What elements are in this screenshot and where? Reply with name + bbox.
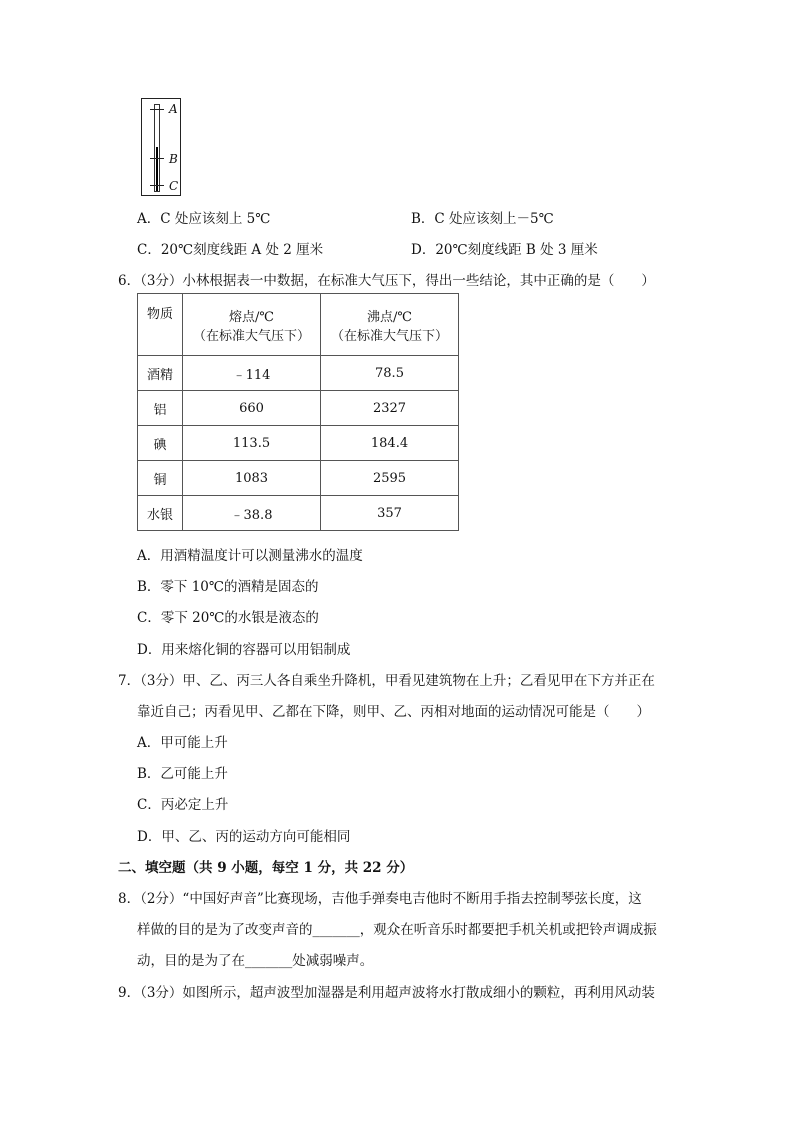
cell-substance: 铝 [138, 391, 183, 426]
cell-boiling: 357 [321, 496, 459, 531]
section-heading: 二、填空题（共 9 小题，每空 1 分，共 22 分） [118, 860, 414, 876]
label-c: C [169, 179, 179, 193]
table-row [138, 461, 459, 496]
header-substance: 物质 [138, 294, 183, 356]
q6-option-d: D．用来熔化铜的容器可以用铝制成 [137, 642, 351, 658]
cell-melting: 113.5 [183, 426, 321, 461]
cell-substance: 水银 [138, 496, 183, 531]
table-row [138, 356, 459, 391]
q5-option-a: A．C 处应该刻上 5℃ [137, 211, 271, 227]
cell-melting: 1083 [183, 461, 321, 496]
table-row [138, 426, 459, 461]
q5-option-b: B．C 处应该刻上－5℃ [411, 211, 554, 227]
cell-substance: 铜 [138, 461, 183, 496]
thermometer-figure [141, 98, 181, 196]
label-a: A [169, 102, 178, 116]
q6-option-b: B．零下 10℃的酒精是固态的 [137, 579, 319, 595]
header-melting-title: 熔点/℃ [229, 309, 274, 325]
cell-boiling: 184.4 [321, 426, 459, 461]
q8-line3: 动，目的是为了在_______处减弱噪声。 [137, 953, 374, 969]
thermometer-tube [154, 104, 160, 192]
tick-a [150, 109, 164, 110]
q6-data-table [137, 293, 459, 531]
cell-melting: 660 [183, 391, 321, 426]
q5-option-d: D．20℃刻度线距 B 处 3 厘米 [411, 242, 598, 258]
header-melting-sub: （在标准大气压下） [192, 328, 310, 344]
q7-option-a: A．甲可能上升 [137, 735, 228, 751]
table-row [138, 496, 459, 531]
q7-stem-line1: 7．（3分）甲、乙、丙三人各自乘坐升降机，甲看见建筑物在上升；乙看见甲在下方并正在 [118, 673, 655, 689]
cell-substance: 酒精 [138, 356, 183, 391]
tick-b [150, 158, 164, 159]
header-boiling-sub: （在标准大气压下） [330, 328, 448, 344]
label-b: B [169, 152, 178, 166]
q6-option-a: A．用酒精温度计可以测量沸水的温度 [137, 548, 363, 564]
cell-melting: ﹣38.8 [183, 496, 321, 531]
q9-line1: 9．（3分）如图所示，超声波型加湿器是利用超声波将水打散成细小的颗粒，再利用风动装 [118, 985, 655, 1001]
q6-option-c: C．零下 20℃的水银是液态的 [137, 610, 319, 626]
cell-melting: ﹣114 [183, 356, 321, 391]
q7-stem-line2: 靠近自己；丙看见甲、乙都在下降，则甲、乙、丙相对地面的运动情况可能是（ ） [137, 704, 650, 720]
table-row [138, 391, 459, 426]
q7-option-c: C．丙必定上升 [137, 797, 229, 813]
q8-line2: 样做的目的是为了改变声音的_______，观众在听音乐时都要把手机关机或把铃声调成振 [137, 922, 657, 938]
table-header-row [138, 294, 459, 356]
q5-option-c: C．20℃刻度线距 A 处 2 厘米 [137, 242, 324, 258]
q7-option-d: D．甲、乙、丙的运动方向可能相同 [137, 829, 351, 845]
cell-boiling: 2595 [321, 461, 459, 496]
q6-stem: 6．（3分）小林根据表一中数据，在标准大气压下，得出一些结论，其中正确的是（ ） [118, 273, 655, 289]
cell-substance: 碘 [138, 426, 183, 461]
q7-option-b: B．乙可能上升 [137, 766, 228, 782]
tick-c [150, 185, 164, 186]
cell-boiling: 2327 [321, 391, 459, 426]
header-boiling-title: 沸点/℃ [367, 309, 412, 325]
cell-boiling: 78.5 [321, 356, 459, 391]
q8-line1: 8．（2分）“中国好声音”比赛现场，吉他手弹奏电吉他时不断用手指去控制琴弦长度，这 [118, 891, 642, 907]
header-melting [183, 294, 321, 356]
header-boiling [321, 294, 459, 356]
